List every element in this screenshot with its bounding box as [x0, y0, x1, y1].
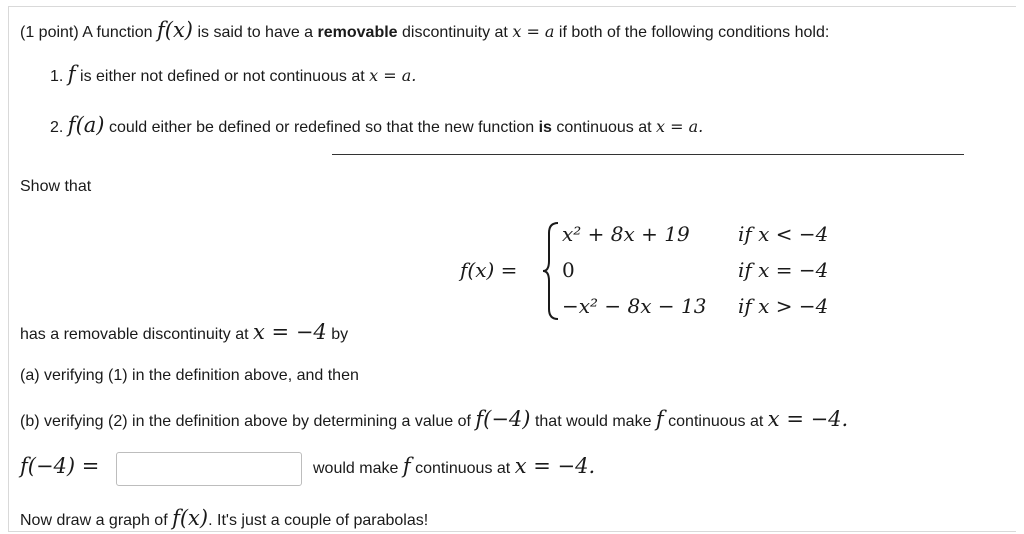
intro-bold: removable	[317, 24, 398, 41]
part-a-text: (a) verifying (1) in the definition above, and then	[20, 367, 359, 384]
intro-middle: is said to have a	[197, 24, 314, 41]
case-cond-text: if x < −4	[738, 222, 829, 246]
condition-2-eq: x = a.	[656, 117, 704, 136]
case-cond	[738, 294, 828, 318]
removable-text: has a removable discontinuity at	[20, 326, 249, 343]
condition-2-fa: f(a)	[67, 113, 105, 137]
case-row	[562, 222, 690, 246]
case-row	[562, 294, 706, 318]
left-brace-icon	[541, 221, 563, 321]
case-expr: x² + 8x + 19	[562, 222, 690, 246]
footer-fx: f(x)	[172, 506, 209, 530]
case-cond	[738, 222, 828, 246]
condition-2	[50, 115, 703, 138]
intro-line	[20, 20, 829, 43]
part-b-mid: that would make	[534, 413, 652, 430]
condition-2-text1: could either be defined or redefined so that the new function	[108, 119, 535, 136]
answer-text: would make	[313, 460, 399, 477]
case-cond	[738, 258, 828, 282]
intro-suffix: if both of the following conditions hold:	[558, 24, 830, 41]
removable-line	[20, 322, 348, 345]
part-b-text: (b) verifying (2) in the definition above by determining a value of	[20, 413, 471, 430]
condition-1-number: 1.	[50, 68, 64, 85]
condition-2-number: 2.	[50, 119, 64, 136]
case-cond-text: if x = −4	[738, 258, 829, 282]
intro-prefix: (1 point) A function	[20, 24, 153, 41]
answer-input[interactable]	[116, 452, 302, 486]
case-row	[562, 258, 575, 282]
part-b-f: f	[655, 407, 664, 431]
condition-1-text: is either not defined or not continuous at	[80, 68, 365, 85]
answer-f: f	[402, 454, 411, 478]
part-b-eq: x = −4.	[767, 407, 849, 431]
condition-1	[50, 64, 416, 87]
part-b-end: continuous at	[668, 413, 764, 430]
removable-suffix: by	[331, 326, 349, 343]
footer-prefix: Now draw a graph of	[20, 512, 168, 529]
answer-lhs-text: f(−4) =	[20, 454, 100, 478]
function-lhs-text: f(x) =	[460, 258, 518, 282]
footer-line	[20, 508, 428, 531]
part-b-fval: f(−4)	[475, 407, 531, 431]
intro-after-bold: discontinuity at	[402, 24, 508, 41]
condition-1-eq: x = a.	[369, 66, 417, 85]
condition-2-text2: continuous at	[556, 119, 652, 136]
intro-fx: f(x)	[156, 18, 193, 42]
case-cond-text: if x > −4	[738, 294, 829, 318]
case-expr: −x² − 8x − 13	[562, 294, 707, 318]
part-b-line	[20, 409, 848, 432]
removable-eq: x = −4	[253, 320, 327, 344]
case-expr: 0	[562, 258, 575, 282]
footer-suffix: . It's just a couple of parabolas!	[208, 512, 429, 529]
answer-eq: x = −4.	[514, 454, 596, 478]
answer-text-line	[313, 456, 595, 479]
intro-eq: x = a	[512, 22, 555, 41]
show-that-text: Show that	[20, 178, 92, 195]
divider-rule	[332, 154, 964, 155]
function-lhs	[460, 258, 517, 282]
answer-end: continuous at	[415, 460, 511, 477]
answer-lhs	[20, 456, 99, 479]
condition-2-bold: is	[538, 119, 552, 136]
condition-1-f: f	[67, 62, 76, 86]
